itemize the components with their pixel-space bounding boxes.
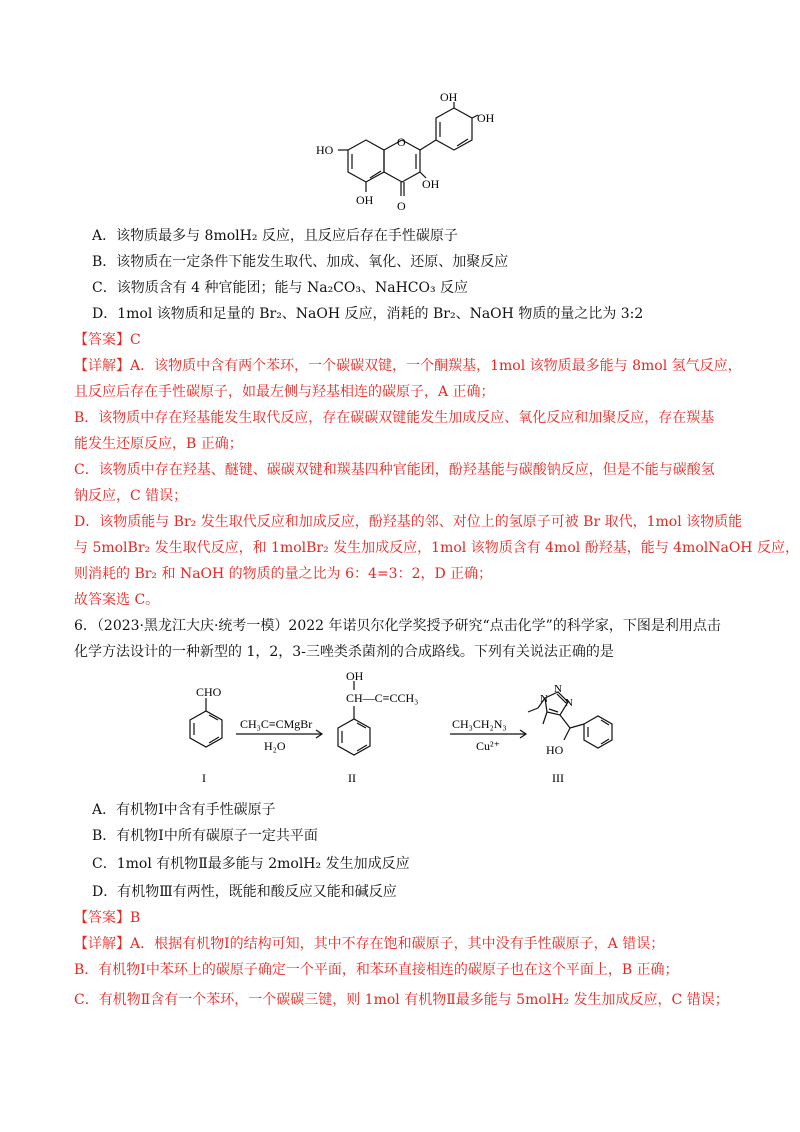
q6-option-d: D．有机物Ⅲ有两性，既能和酸反应又能和碱反应: [92, 884, 397, 900]
q5-option-c: C．该物质含有 4 种官能团；能与 Na₂CO₃、NaHCO₃ 反应: [92, 280, 469, 296]
q5-detail-line: 且反应后存在手性碳原子，如最左侧与羟基相连的碳原子，A 正确；: [74, 384, 495, 400]
q6-stem-line: 化学方法设计的一种新型的 1，2，3-三唑类杀菌剂的合成路线。下列有关说法正确的是: [74, 644, 614, 660]
q5-option-b: B．该物质在一定条件下能发生取代、加成、氧化、还原、加聚反应: [92, 254, 509, 270]
triazole-nitrogen-label: N: [554, 683, 562, 695]
q5-detail-line: 故答案选 C。: [74, 592, 160, 608]
q5-detail-line: 能发生还原反应，B 正确；: [74, 436, 243, 452]
compound-label: I: [202, 771, 206, 785]
ho-label: HO: [316, 143, 334, 157]
reagent-copper-label: Cu²⁺: [476, 739, 500, 753]
ring-oxygen-label: O: [397, 135, 406, 149]
q6-option-a: A．有机物Ⅰ中含有手性碳原子: [92, 802, 276, 818]
synthesis-scheme: [160, 668, 640, 790]
q5-option-a: A．该物质最多与 8molH₂ 反应，且反应后存在手性碳原子: [92, 228, 458, 244]
oh-label: OH: [477, 111, 495, 125]
alkyne-chain-label: CH—C≡CCH₃: [346, 691, 419, 705]
reagent-azide-label: CH₃CH₂N₃: [452, 717, 507, 731]
triazole-nitrogen-label: N: [565, 697, 573, 709]
q5-detail-line: C．该物质中存在羟基、醚键、碳碳双键和羰基四种官能团，酚羟基能与碳酸钠反应，但是不能与碳酸氢: [74, 462, 715, 478]
q5-option-d: D．1mol 该物质和足量的 Br₂、NaOH 反应，消耗的 Br₂、NaOH 物质的量之比为 3:2: [92, 306, 644, 322]
q6-detail-line: C．有机物Ⅱ含有一个苯环，一个碳碳三键，则 1mol 有机物Ⅱ最多能与 5molH₂ 发生加成反应，C 错误；: [74, 992, 729, 1008]
oh-label: OH: [356, 193, 374, 207]
q5-answer: 【答案】C: [74, 332, 141, 348]
reagent-grignard-label: CH₃C≡CMgBr: [240, 717, 313, 731]
q6-answer: 【答案】B: [74, 910, 141, 926]
compound-label: III: [552, 771, 564, 785]
oh-label: OH: [422, 177, 440, 191]
reagent-water-label: H₂O: [264, 739, 286, 753]
q5-detail-line: 【详解】A．该物质中含有两个苯环，一个碳碳双键，一个酮羰基，1mol 该物质最多能与 8mol 氢气反应，: [74, 358, 742, 374]
q5-detail-line: 则消耗的 Br₂ 和 NaOH 的物质的量之比为 6：4=3：2，D 正确；: [74, 566, 493, 582]
carbonyl-oxygen-label: O: [397, 199, 406, 213]
q6-option-b: B．有机物Ⅰ中所有碳原子一定共平面: [92, 828, 318, 844]
q5-detail-line: D．该物质能与 Br₂ 发生取代反应和加成反应，酚羟基的邻、对位上的氢原子可被 Br 取代，1mol 该物质能: [74, 514, 743, 530]
q6-detail-line: 【详解】A．根据有机物Ⅰ的结构可知，其中不存在饱和碳原子，其中没有手性碳原子，A 错误；: [74, 936, 665, 952]
q5-detail-line: 钠反应，C 错误；: [74, 488, 188, 504]
q6-option-c: C．1mol 有机物Ⅱ最多能与 2molH₂ 发生加成反应: [92, 856, 410, 872]
flavonoid-structure: [300, 92, 510, 222]
cho-group-label: CHO: [196, 685, 222, 699]
oh-label: OH: [346, 669, 364, 683]
ho-label: HO: [546, 743, 564, 757]
compound-label: II: [348, 771, 356, 785]
oh-label: OH: [440, 92, 458, 104]
q6-stem-line: 6．（2023·黑龙江大庆·统考一模）2022 年诺贝尔化学奖授予研究“点击化学”的科学家，下图是利用点击: [74, 618, 721, 634]
q6-detail-line: B．有机物Ⅰ中苯环上的碳原子确定一个平面，和苯环直接相连的碳原子也在这个平面上，B 正确；: [74, 962, 679, 978]
triazole-nitrogen-label: N: [540, 693, 548, 705]
q5-detail-line: B．该物质中存在羟基能发生取代反应，存在碳碳双键能发生加成反应、氧化反应和加聚反应，存在羰基: [74, 410, 715, 426]
q5-detail-line: 与 5molBr₂ 发生取代反应，和 1molBr₂ 发生加成反应，1mol 该物质含有 4mol 酚羟基，能与 4molNaOH 反应，: [74, 540, 799, 556]
